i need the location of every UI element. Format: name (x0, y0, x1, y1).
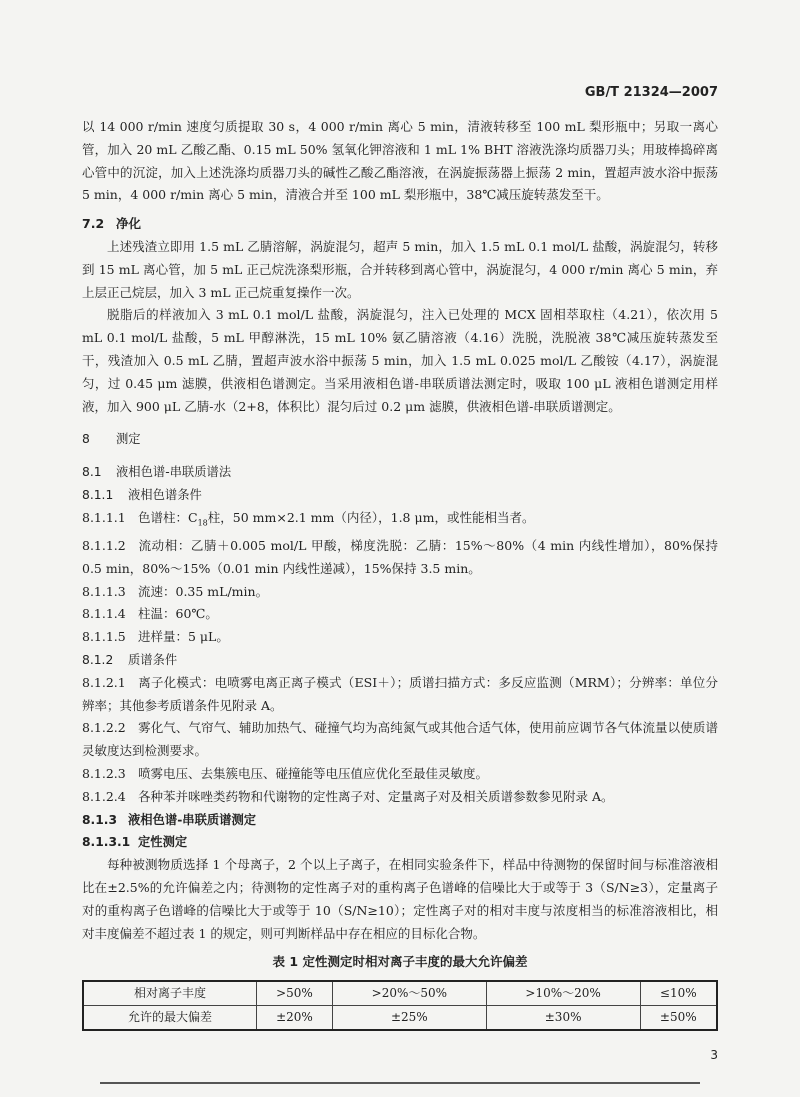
section-7-2-heading (82, 213, 718, 236)
section-number: 7.2 (82, 216, 105, 232)
table-cell: >10%～20% (486, 981, 640, 1005)
section-title: 测定 (116, 432, 141, 447)
table-cell: ±25% (332, 1005, 486, 1029)
section-title: 净化 (116, 216, 142, 232)
item-text: 雾化气、气帘气、辅助加热气、碰撞气均为高纯氮气或其他合适气体，使用前应调节各气体流量以使质谱灵敏度达到检测要求。 (82, 720, 718, 759)
section-title: 质谱条件 (128, 653, 178, 668)
table-1 (82, 980, 718, 1031)
section-8-1-1-heading (82, 484, 718, 507)
section-8-1-heading (82, 461, 718, 484)
table-cell: >20%～50% (332, 981, 486, 1005)
item-number: 8.1.1.5 (82, 629, 126, 645)
item-number: 8.1.2.1 (82, 674, 126, 690)
bottom-divider (100, 1082, 700, 1084)
paragraph-cleanup-2: 脱脂后的样液加入 3 mL 0.1 mol/L 盐酸，涡旋混匀，注入已处理的 MCX 固相萃取柱（4.21），依次用 5 mL 0.1 mol/L 盐酸，5 mL 甲醇淋洗，15 mL 10% 氨乙腈溶液（4.16）洗脱，洗脱液 38℃减压旋转蒸发至干，残渣加入 0.5 mL 乙腈，置超声波水浴中振荡 5 min，加入 1.5 mL 0.025 mol/L 乙酸铵（4.17），涡旋混匀，过 0.45 μm 滤膜，供液相色谱测定。当采用液相色谱-串联质谱法测定时，吸取 100 μL 液相色谱测定用样液，加入 900 μL 乙腈-水（2+8，体积比）混匀后过 0.2 μm 滤膜，供液相色谱-串联质谱测定。 (82, 307, 718, 414)
section-number: 8.1.2 (82, 653, 114, 668)
section-number: 8 (82, 432, 90, 447)
table-cell: ±30% (486, 1005, 640, 1029)
section-title: 液相色谱-串联质谱法 (116, 465, 232, 480)
item-text: 柱温：60℃。 (138, 606, 218, 622)
item-8-1-2-4 (82, 786, 718, 809)
item-number: 8.1.2.3 (82, 766, 126, 782)
item-8-1-1-3 (82, 581, 718, 604)
item-8-1-2-1 (82, 672, 718, 718)
item-text: 进样量：5 μL。 (138, 629, 229, 645)
item-text: 喷雾电压、去集簇电压、碰撞能等电压值应优化至最佳灵敏度。 (138, 766, 489, 782)
section-8-1-3-1-heading (82, 831, 718, 854)
item-8-1-1-4 (82, 603, 718, 626)
paragraph-qualitative: 每种被测物质选择 1 个母离子，2 个以上子离子，在相同实验条件下，样品中待测物的保留时间与标准溶液相比在±2.5%的允许偏差之内；待测物的定性离子对的重构离子色谱峰的信噪比大于或等于 3（S/N≥3），定量离子对的重构离子色谱峰的信噪比大于或等于 10（S/N≥10）；定性离子对的相对丰度与浓度相当的标准溶液相比，相对丰度偏差不超过表 1 的规定，则可判断样品中存在相应的目标化合物。 (82, 857, 718, 941)
section-8-heading (82, 428, 718, 451)
item-number: 8.1.1.1 (82, 509, 126, 525)
item-text-a: 色谱柱：C (138, 509, 198, 525)
item-number: 8.1.2.4 (82, 788, 126, 804)
section-title: 定性测定 (138, 835, 188, 850)
section-number: 8.1.1 (82, 487, 114, 502)
page-number: 3 (710, 1048, 718, 1062)
section-number: 8.1.3 (82, 812, 118, 827)
page-body (82, 116, 718, 1031)
table-cell: ±20% (257, 1005, 333, 1029)
item-text: 流动相：乙腈＋0.005 mol/L 甲酸，梯度洗脱：乙腈：15%～80%（4 min 内线性增加），80%保持 0.5 min，80%～15%（0.01 min 内线性递减），15%保持 3.5 min。 (82, 538, 718, 576)
item-text: 各种苯并咪唑类药物和代谢物的定性离子对、定量离子对及相关质谱参数参见附录 A。 (138, 788, 614, 804)
standard-code: GB/T 21324—2007 (584, 85, 718, 100)
item-8-1-1-2 (82, 535, 718, 581)
item-number: 8.1.2.2 (82, 720, 126, 736)
table-cell: ±50% (640, 1005, 717, 1029)
item-8-1-2-2 (82, 717, 718, 763)
section-title: 液相色谱条件 (128, 487, 202, 502)
section-8-1-3-heading (82, 809, 718, 832)
section-number: 8.1 (82, 465, 102, 480)
table-cell: 允许的最大偏差 (83, 1005, 257, 1029)
paragraph-cleanup-1: 上述残渣立即用 1.5 mL 乙腈溶解，涡旋混匀，超声 5 min，加入 1.5 mL 0.1 mol/L 盐酸，涡旋混匀，转移到 15 mL 离心管，加 5 mL 正己烷洗涤梨形瓶，合并转移到离心管中，涡旋混匀，4 000 r/min 离心 5 min，弃上层正己烷层，加入 3 mL 正己烷重复操作一次。 (82, 238, 718, 300)
table-1-title: 表 1 定性测定时相对离子丰度的最大允许偏差 (272, 954, 528, 970)
item-text: 离子化模式：电喷雾电离正离子模式（ESI＋）；质谱扫描方式：多反应监测（MRM）；分辨率：单位分辨率；其他参考质谱条件见附录 A。 (82, 674, 718, 713)
table-cell: ≤10% (640, 981, 717, 1005)
item-subscript: 18 (197, 518, 208, 528)
paragraph-extraction: 以 14 000 r/min 速度匀质提取 30 s，4 000 r/min 离心 5 min，清液转移至 100 mL 梨形瓶中；另取一离心管，加入 20 mL 乙酸乙酯、0.15 mL 50% 氢氧化钾溶液和 1 mL 1% BHT 溶液洗涤均质器刀头；用玻棒捣碎离心管中的沉淀，加入上述洗涤均质器刀头的碱性乙酸乙酯溶液，在涡旋振荡器上振荡 2 min，置超声波水浴中振荡 5 min，4 000 r/min 离心 5 min，清液合并至 100 mL 梨形瓶中，38℃减压旋转蒸发至干。 (82, 119, 718, 203)
item-number: 8.1.1.3 (82, 583, 126, 599)
table-row (83, 1005, 717, 1029)
item-text: 流速：0.35 mL/min。 (138, 583, 269, 599)
item-number: 8.1.1.4 (82, 606, 126, 622)
section-8-1-2-heading (82, 649, 718, 672)
table-cell: >50% (257, 981, 333, 1005)
item-8-1-1-1 (82, 507, 718, 535)
table-row (83, 981, 717, 1005)
item-number: 8.1.1.2 (82, 538, 126, 554)
item-8-1-2-3 (82, 763, 718, 786)
item-text-b: 柱，50 mm×2.1 mm（内径），1.8 μm，或性能相当者。 (207, 509, 535, 525)
table-cell: 相对离子丰度 (83, 981, 257, 1005)
section-title: 液相色谱-串联质谱测定 (128, 812, 257, 827)
section-number: 8.1.3.1 (82, 835, 131, 850)
item-8-1-1-5 (82, 626, 718, 649)
